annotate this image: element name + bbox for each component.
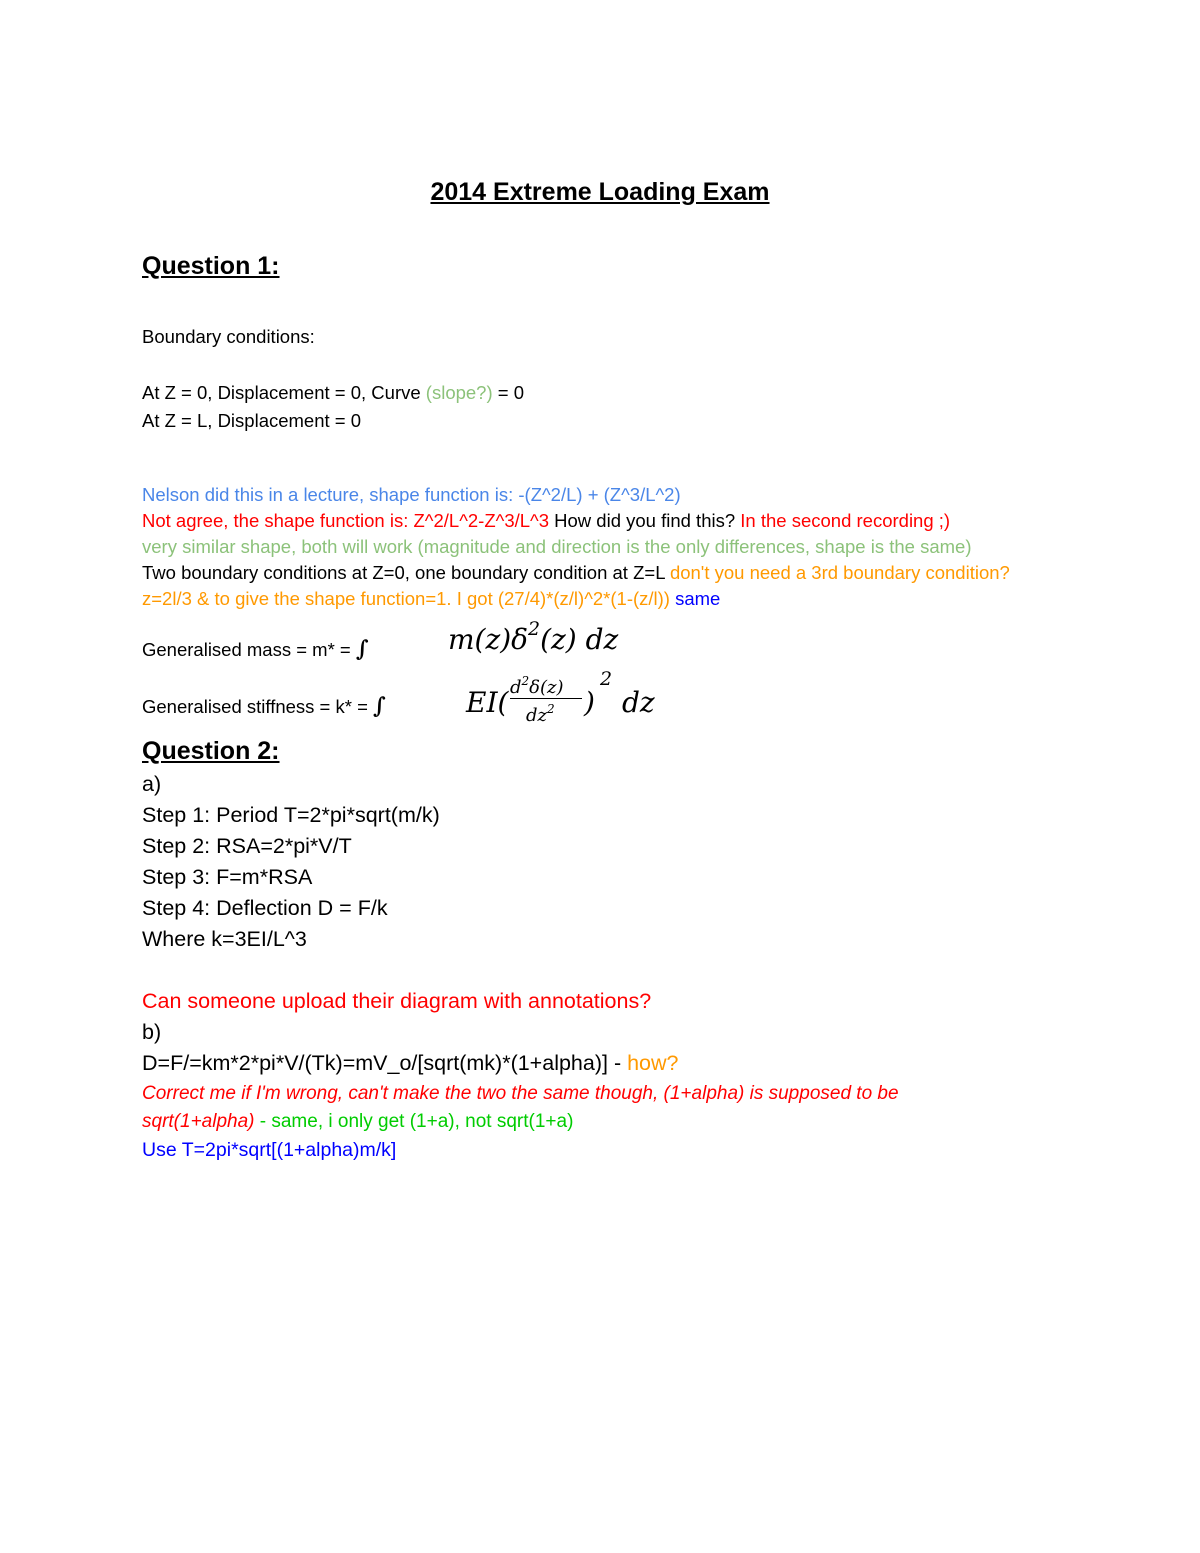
comment-correct-me: Correct me if I'm wrong, can't make the two the same though, (1+alpha) is supposed to be — [142, 1083, 899, 1104]
deflection-equation-text: D=F/=km*2*pi*V/(Tk)=mV_o/[sqrt(mk)*(1+alpha)] - — [142, 1051, 628, 1075]
comment-sqrt-alpha: sqrt(1+alpha) — [142, 1111, 255, 1132]
integral-sign: ∫ — [373, 693, 386, 719]
bc1-value: = 0 — [492, 382, 525, 403]
part-a-label: a) — [142, 772, 162, 796]
integral-sign: ∫ — [355, 636, 369, 662]
comment-sqrt — [142, 1111, 573, 1133]
deflection-equation — [142, 1051, 679, 1076]
generalised-stiffness-text: Generalised stiffness = k* = — [142, 696, 374, 717]
comment-same-only: - same, i only get (1+a), not sqrt(1+a) — [254, 1111, 574, 1132]
bc1-slope-note: (slope?) — [425, 382, 493, 403]
comment-not-agree-text: Not agree, the shape function is: Z^2/L^2-Z^3/L^3 — [142, 510, 555, 531]
comment-shape-result-text: z=2l/3 & to give the shape function=1. I got (27/4)*(z/l)^2*(1-(z/l)) — [142, 588, 676, 609]
comment-how-find: How did you find this? — [554, 510, 741, 531]
generalised-stiffness-label — [142, 693, 386, 719]
where-k: Where k=3EI/L^3 — [142, 927, 307, 951]
generalised-mass-label — [142, 636, 369, 662]
comment-two-bcs-text: Two boundary conditions at Z=0, one boundary condition at Z=L — [142, 562, 670, 583]
generalised-stiffness-equation: EI( $d^2\delta(z)$ $dz^2$ ) 2 dz — [466, 668, 655, 726]
step-4: Step 4: Deflection D = F/k — [142, 896, 388, 920]
comment-how: how? — [627, 1051, 679, 1075]
comment-nelson: Nelson did this in a lecture, shape function is: -(Z^2/L) + (Z^3/L^2) — [142, 484, 681, 505]
step-2: Step 2: RSA=2*pi*V/T — [142, 834, 352, 858]
step-3: Step 3: F=m*RSA — [142, 865, 313, 889]
generalised-mass-equation: $m(z)\delta^2(z)$ dz — [448, 618, 619, 656]
document-title: 2014 Extreme Loading Exam — [430, 178, 770, 206]
comment-use-period: Use T=2pi*sqrt[(1+alpha)m/k] — [142, 1139, 397, 1161]
comment-second-recording: In the second recording ;) — [740, 510, 951, 531]
bc1-text: At Z = 0, Displacement = 0, Curve — [142, 382, 426, 403]
comment-not-agree — [142, 510, 950, 532]
generalised-mass-text: Generalised mass = m* = — [142, 639, 356, 660]
comment-similar-shape: very similar shape, both will work (magnitude and direction is the only differences, shape is the same) — [142, 536, 972, 557]
comment-two-bcs — [142, 562, 1010, 584]
comment-shape-result — [142, 588, 720, 610]
question-2-heading: Question 2: — [142, 737, 280, 765]
part-b-label: b) — [142, 1020, 162, 1044]
comment-upload-diagram: Can someone upload their diagram with annotations? — [142, 989, 652, 1013]
comment-same: same — [675, 588, 721, 609]
question-1-heading: Question 1: — [142, 252, 280, 280]
boundary-conditions-label: Boundary conditions: — [142, 326, 315, 347]
comment-third-bc: don't you need a 3rd boundary condition? — [669, 562, 1010, 583]
boundary-condition-1 — [142, 382, 524, 404]
boundary-condition-2: At Z = L, Displacement = 0 — [142, 410, 362, 431]
step-1: Step 1: Period T=2*pi*sqrt(m/k) — [142, 803, 440, 827]
